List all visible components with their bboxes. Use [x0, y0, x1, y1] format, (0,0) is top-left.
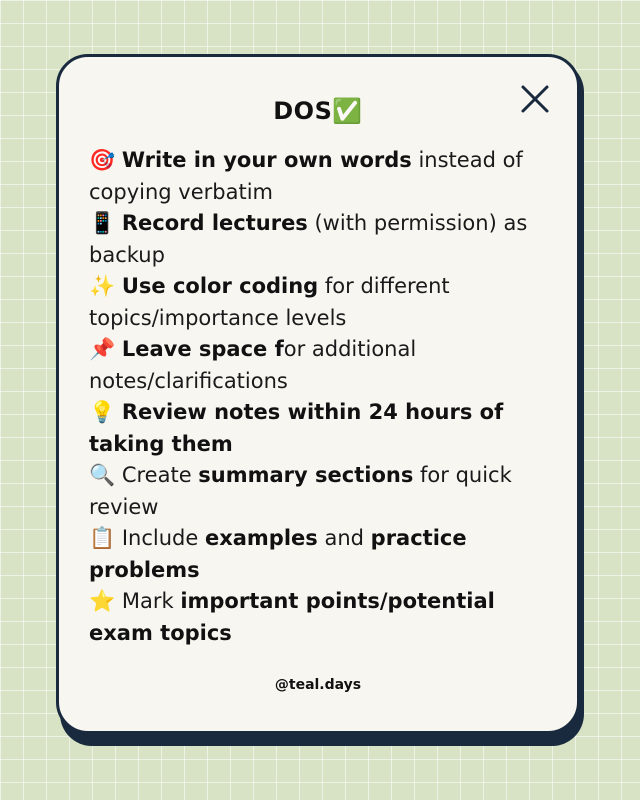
tip-bold-text: Record lectures — [121, 211, 308, 235]
tip-bold-text: Use color coding — [121, 274, 319, 298]
tip-text: Include — [121, 526, 205, 550]
tip-text: Mark — [121, 589, 181, 613]
tip-emoji-icon: ✨ — [89, 274, 116, 298]
check-mark-icon: ✅ — [332, 97, 363, 125]
tip-text: (with permission) as backup — [89, 211, 528, 267]
tip-text: for quick review — [89, 463, 512, 519]
tip-text: for different topics/importance levels — [89, 274, 450, 330]
tip-emoji-icon: 🎯 — [89, 148, 116, 172]
tip-item — [89, 208, 549, 271]
tip-item — [89, 523, 549, 586]
tip-item — [89, 460, 549, 523]
title-text: DOS — [273, 97, 333, 125]
tip-item — [89, 397, 549, 460]
tip-bold-text: summary sections — [198, 463, 414, 487]
tips-card — [56, 54, 580, 734]
tip-bold-text: examples — [204, 526, 318, 550]
tip-bold-text: practice problems — [89, 526, 467, 582]
tip-item — [89, 334, 549, 397]
tip-item — [89, 271, 549, 334]
tip-text: instead of copying verbatim — [89, 148, 523, 204]
author-handle: @teal.days — [274, 677, 362, 693]
close-button[interactable] — [519, 83, 551, 115]
tip-item — [89, 145, 549, 208]
tip-emoji-icon: 📱 — [89, 211, 116, 235]
tip-text: or additional notes/clarifications — [89, 337, 417, 393]
tip-text: Create — [121, 463, 199, 487]
card-title — [59, 97, 577, 125]
tip-emoji-icon: ⭐ — [89, 589, 116, 613]
tip-emoji-icon: 🔍 — [89, 463, 116, 487]
tip-bold-text: Leave space f — [121, 337, 284, 361]
tip-emoji-icon: 📋 — [89, 526, 116, 550]
close-x-icon — [519, 83, 551, 115]
tip-bold-text: Write in your own words — [121, 148, 412, 172]
tip-bold-text: Review notes within 24 hours of taking them — [89, 400, 504, 456]
tip-bold-text: important points/potential exam topics — [89, 589, 495, 645]
tip-emoji-icon: 📌 — [89, 337, 116, 361]
tip-text: and — [317, 526, 371, 550]
tips-list — [89, 145, 549, 649]
tip-emoji-icon: 💡 — [89, 400, 116, 424]
tip-item — [89, 586, 549, 649]
